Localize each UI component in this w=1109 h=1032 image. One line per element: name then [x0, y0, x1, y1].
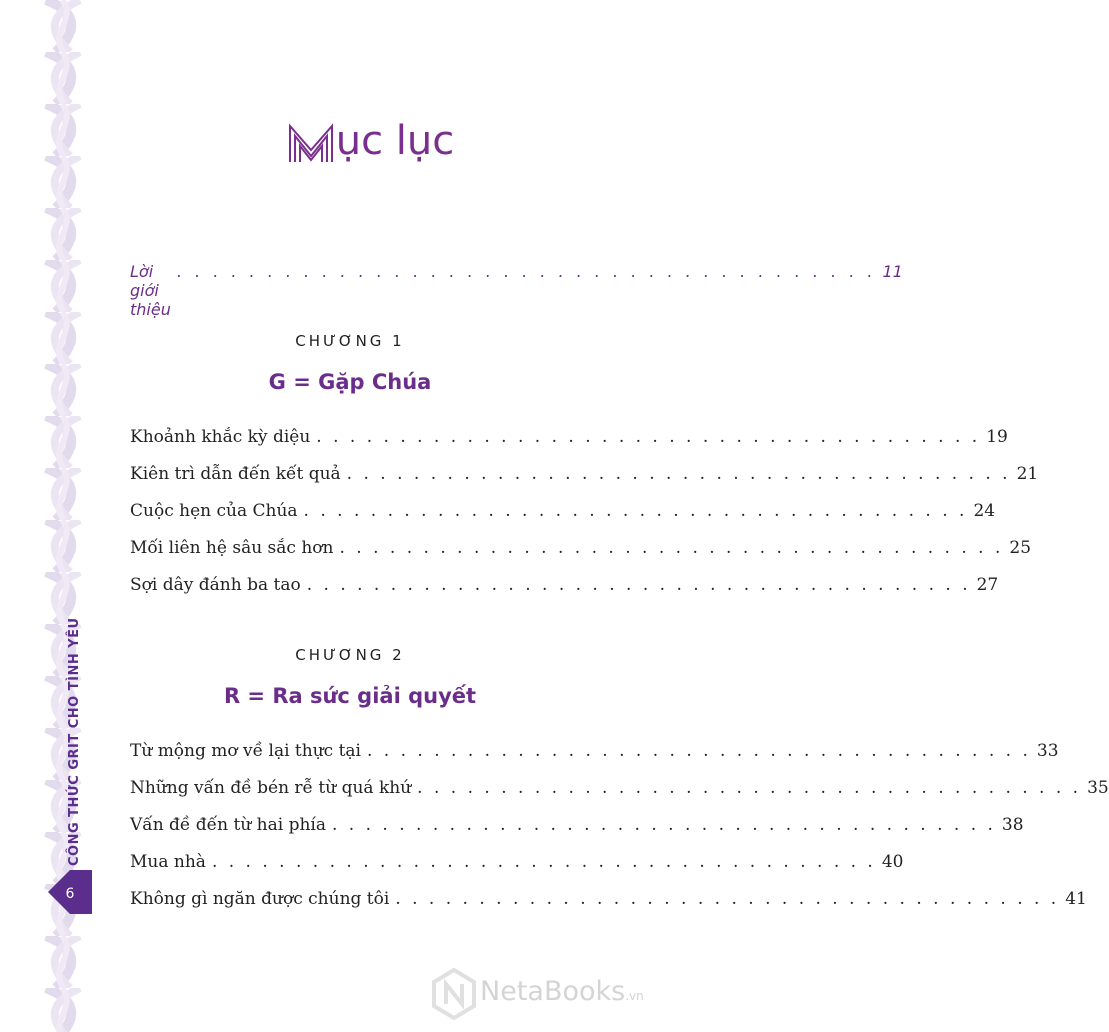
chapter-1-title: G = Gặp Chúa — [268, 370, 432, 394]
toc-entry[interactable]: Vấn đề đến từ hai phía . . . . . . . . . . . . . . . . . . . . . . . . . . . . . . . . . . . . . . . . 38 — [130, 815, 1024, 835]
toc-entry[interactable]: Sợi dây đánh ba tao . . . . . . . . . . . . . . . . . . . . . . . . . . . . . . . . . . . . . . . . 27 — [130, 575, 999, 595]
toc-entry[interactable]: Khoảnh khắc kỳ diệu . . . . . . . . . . . . . . . . . . . . . . . . . . . . . . . . . . . . . . . . 19 — [130, 427, 1008, 447]
intro-page: 11 — [882, 262, 903, 281]
toc-entry[interactable]: Không gì ngăn được chúng tôi . . . . . . . . . . . . . . . . . . . . . . . . . . . . . . . . . . . . . . . . 41 — [130, 889, 1087, 909]
striped-m-glyph — [286, 120, 336, 164]
title-decorative-letter — [286, 118, 336, 164]
chapter-1-label: CHƯƠNG 1 — [295, 332, 405, 350]
chapter-2-label: CHƯƠNG 2 — [295, 646, 405, 664]
toc-entry-intro[interactable] — [130, 262, 903, 319]
chapter-2-title: R = Ra sức giải quyết — [223, 684, 477, 708]
toc-entry[interactable]: Những vấn đề bén rễ từ quá khứ . . . . . . . . . . . . . . . . . . . . . . . . . . . . . . . . . . . . . . . . 35 — [130, 778, 1109, 798]
toc-entry[interactable]: Cuộc hẹn của Chúa . . . . . . . . . . . . . . . . . . . . . . . . . . . . . . . . . . . . . . . . 24 — [130, 501, 996, 521]
dot-leader: . . . . . . . . . . . . . . . . . . . . . . . . . . . . . . . . . . . . . . . — [176, 262, 877, 281]
toc-entry[interactable]: Mua nhà . . . . . . . . . . . . . . . . . . . . . . . . . . . . . . . . . . . . . . . . 40 — [130, 852, 904, 872]
title-text: ục lục — [335, 118, 455, 164]
page-title — [200, 118, 540, 164]
toc-entry[interactable]: Từ mộng mơ về lại thực tại . . . . . . . . . . . . . . . . . . . . . . . . . . . . . . . . . . . . . . . . 33 — [130, 741, 1059, 761]
chapter-1-entries — [130, 427, 1039, 612]
page-number: 6 — [65, 886, 75, 902]
toc-entry[interactable]: Mối liên hệ sâu sắc hơn . . . . . . . . . . . . . . . . . . . . . . . . . . . . . . . . . . . . . . . . 25 — [130, 538, 1032, 558]
chapter-2-entries — [130, 741, 1109, 926]
spine-book-title: CÔNG THỨC GRIT CHO TÌNH YÊU — [67, 617, 82, 866]
toc-entry[interactable]: Kiên trì dẫn đến kết quả . . . . . . . . . . . . . . . . . . . . . . . . . . . . . . . . . . . . . . . . 21 — [130, 464, 1039, 484]
intro-label: Lời giới thiệu — [130, 262, 171, 319]
watermark-brand: NetaBooks.vn — [480, 976, 644, 1007]
